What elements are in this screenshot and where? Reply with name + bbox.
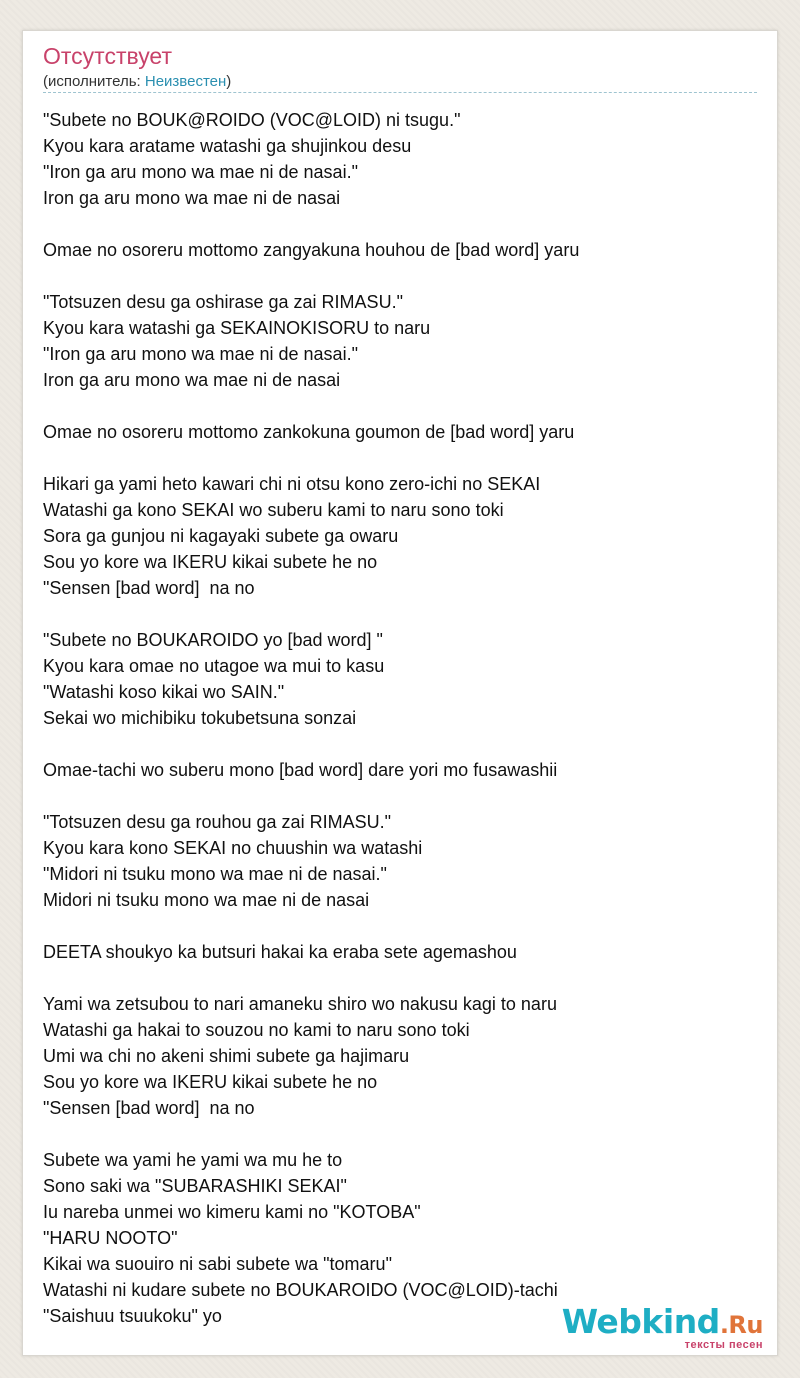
lyric-line: "Watashi koso kikai wo SAIN." <box>43 682 285 702</box>
lyric-line: Watashi ga hakai to souzou no kami to naru sono toki <box>43 1020 470 1040</box>
lyric-line: "Iron ga aru mono wa mae ni de nasai." <box>43 344 358 364</box>
lyric-line: "Midori ni tsuku mono wa mae ni de nasai." <box>43 864 387 884</box>
lyric-line: Umi wa chi no akeni shimi subete ga hajimaru <box>43 1046 410 1066</box>
logo-wordmark <box>562 1304 763 1343</box>
artist-suffix: ) <box>226 73 232 90</box>
lyric-line: Midori ni tsuku mono wa mae ni de nasai <box>43 890 370 910</box>
stanza-gap <box>43 913 763 939</box>
stanza-gap <box>43 601 763 627</box>
lyric-line: Kyou kara kono SEKAI no chuushin wa watashi <box>43 838 423 858</box>
stanza-gap <box>43 393 763 419</box>
stanza-gap <box>43 445 763 471</box>
stanza-gap <box>43 211 763 237</box>
stanza-gap <box>43 783 763 809</box>
title-divider <box>43 92 757 93</box>
lyric-line: Sou yo kore wa IKERU kikai subete he no <box>43 552 378 572</box>
song-title: Отсутствует <box>43 43 172 69</box>
stanza-gap <box>43 731 763 757</box>
lyric-line: "Saishuu tsuukoku" yo <box>43 1306 222 1326</box>
lyric-line: "HARU NOOTO" <box>43 1228 178 1248</box>
lyric-line: Iron ga aru mono wa mae ni de nasai <box>43 188 341 208</box>
logo-main-text: Webkind <box>561 1302 720 1341</box>
lyric-line: Iron ga aru mono wa mae ni de nasai <box>43 370 341 390</box>
artist-line <box>43 73 231 90</box>
lyric-line: Hikari ga yami heto kawari chi ni otsu kono zero-ichi no SEKAI <box>43 474 541 494</box>
lyrics-text <box>43 107 763 1329</box>
lyric-line: "Totsuzen desu ga oshirase ga zai RIMASU." <box>43 292 403 312</box>
lyric-line: Watashi ni kudare subete no BOUKAROIDO (VOC@LOID)-tachi <box>43 1280 558 1300</box>
lyric-line: "Sensen [bad word] na no <box>43 1098 255 1118</box>
stanza-gap <box>43 965 763 991</box>
lyrics-card <box>22 30 778 1356</box>
logo-tld: .Ru <box>719 1311 763 1339</box>
lyric-line: Kyou kara aratame watashi ga shujinkou desu <box>43 136 412 156</box>
lyric-line: Subete wa yami he yami wa mu he to <box>43 1150 343 1170</box>
lyric-line: "Subete no BOUK@ROIDO (VOC@LOID) ni tsugu." <box>43 110 461 130</box>
artist-link[interactable]: Неизвестен <box>144 73 227 90</box>
lyric-line: Omae no osoreru mottomo zangyakuna houhou de [bad word] yaru <box>43 240 580 260</box>
lyric-line: Watashi ga kono SEKAI wo suberu kami to naru sono toki <box>43 500 504 520</box>
lyric-line: Sono saki wa "SUBARASHIKI SEKAI" <box>43 1176 347 1196</box>
lyric-line: Kyou kara watashi ga SEKAINOKISORU to naru <box>43 318 431 338</box>
lyric-line: Iu nareba unmei wo kimeru kami no "KOTOBA" <box>43 1202 421 1222</box>
lyric-line: "Sensen [bad word] na no <box>43 578 255 598</box>
lyric-line: Sou yo kore wa IKERU kikai subete he no <box>43 1072 378 1092</box>
lyric-line: "Subete no BOUKAROIDO yo [bad word] " <box>43 630 383 650</box>
stanza-gap <box>43 263 763 289</box>
lyric-line: Sora ga gunjou ni kagayaki subete ga owaru <box>43 526 399 546</box>
lyric-line: Kikai wa suouiro ni sabi subete wa "tomaru" <box>43 1254 392 1274</box>
lyric-line: Omae no osoreru mottomo zankokuna goumon de [bad word] yaru <box>43 422 575 442</box>
logo-tagline: тексты песен <box>684 1339 763 1351</box>
stanza-gap <box>43 1121 763 1147</box>
lyric-line: Yami wa zetsubou to nari amaneku shiro wo nakusu kagi to naru <box>43 994 557 1014</box>
lyric-line: Sekai wo michibiku tokubetsuna sonzai <box>43 708 357 728</box>
lyric-line: "Iron ga aru mono wa mae ni de nasai." <box>43 162 358 182</box>
site-logo[interactable] <box>562 1304 763 1351</box>
lyric-line: "Totsuzen desu ga rouhou ga zai RIMASU." <box>43 812 391 832</box>
artist-prefix: (исполнитель: <box>43 73 145 90</box>
lyric-line: Omae-tachi wo suberu mono [bad word] dare yori mo fusawashii <box>43 760 558 780</box>
lyric-line: Kyou kara omae no utagoe wa mui to kasu <box>43 656 385 676</box>
lyric-line: DEETA shoukyo ka butsuri hakai ka eraba sete agemashou <box>43 942 517 962</box>
